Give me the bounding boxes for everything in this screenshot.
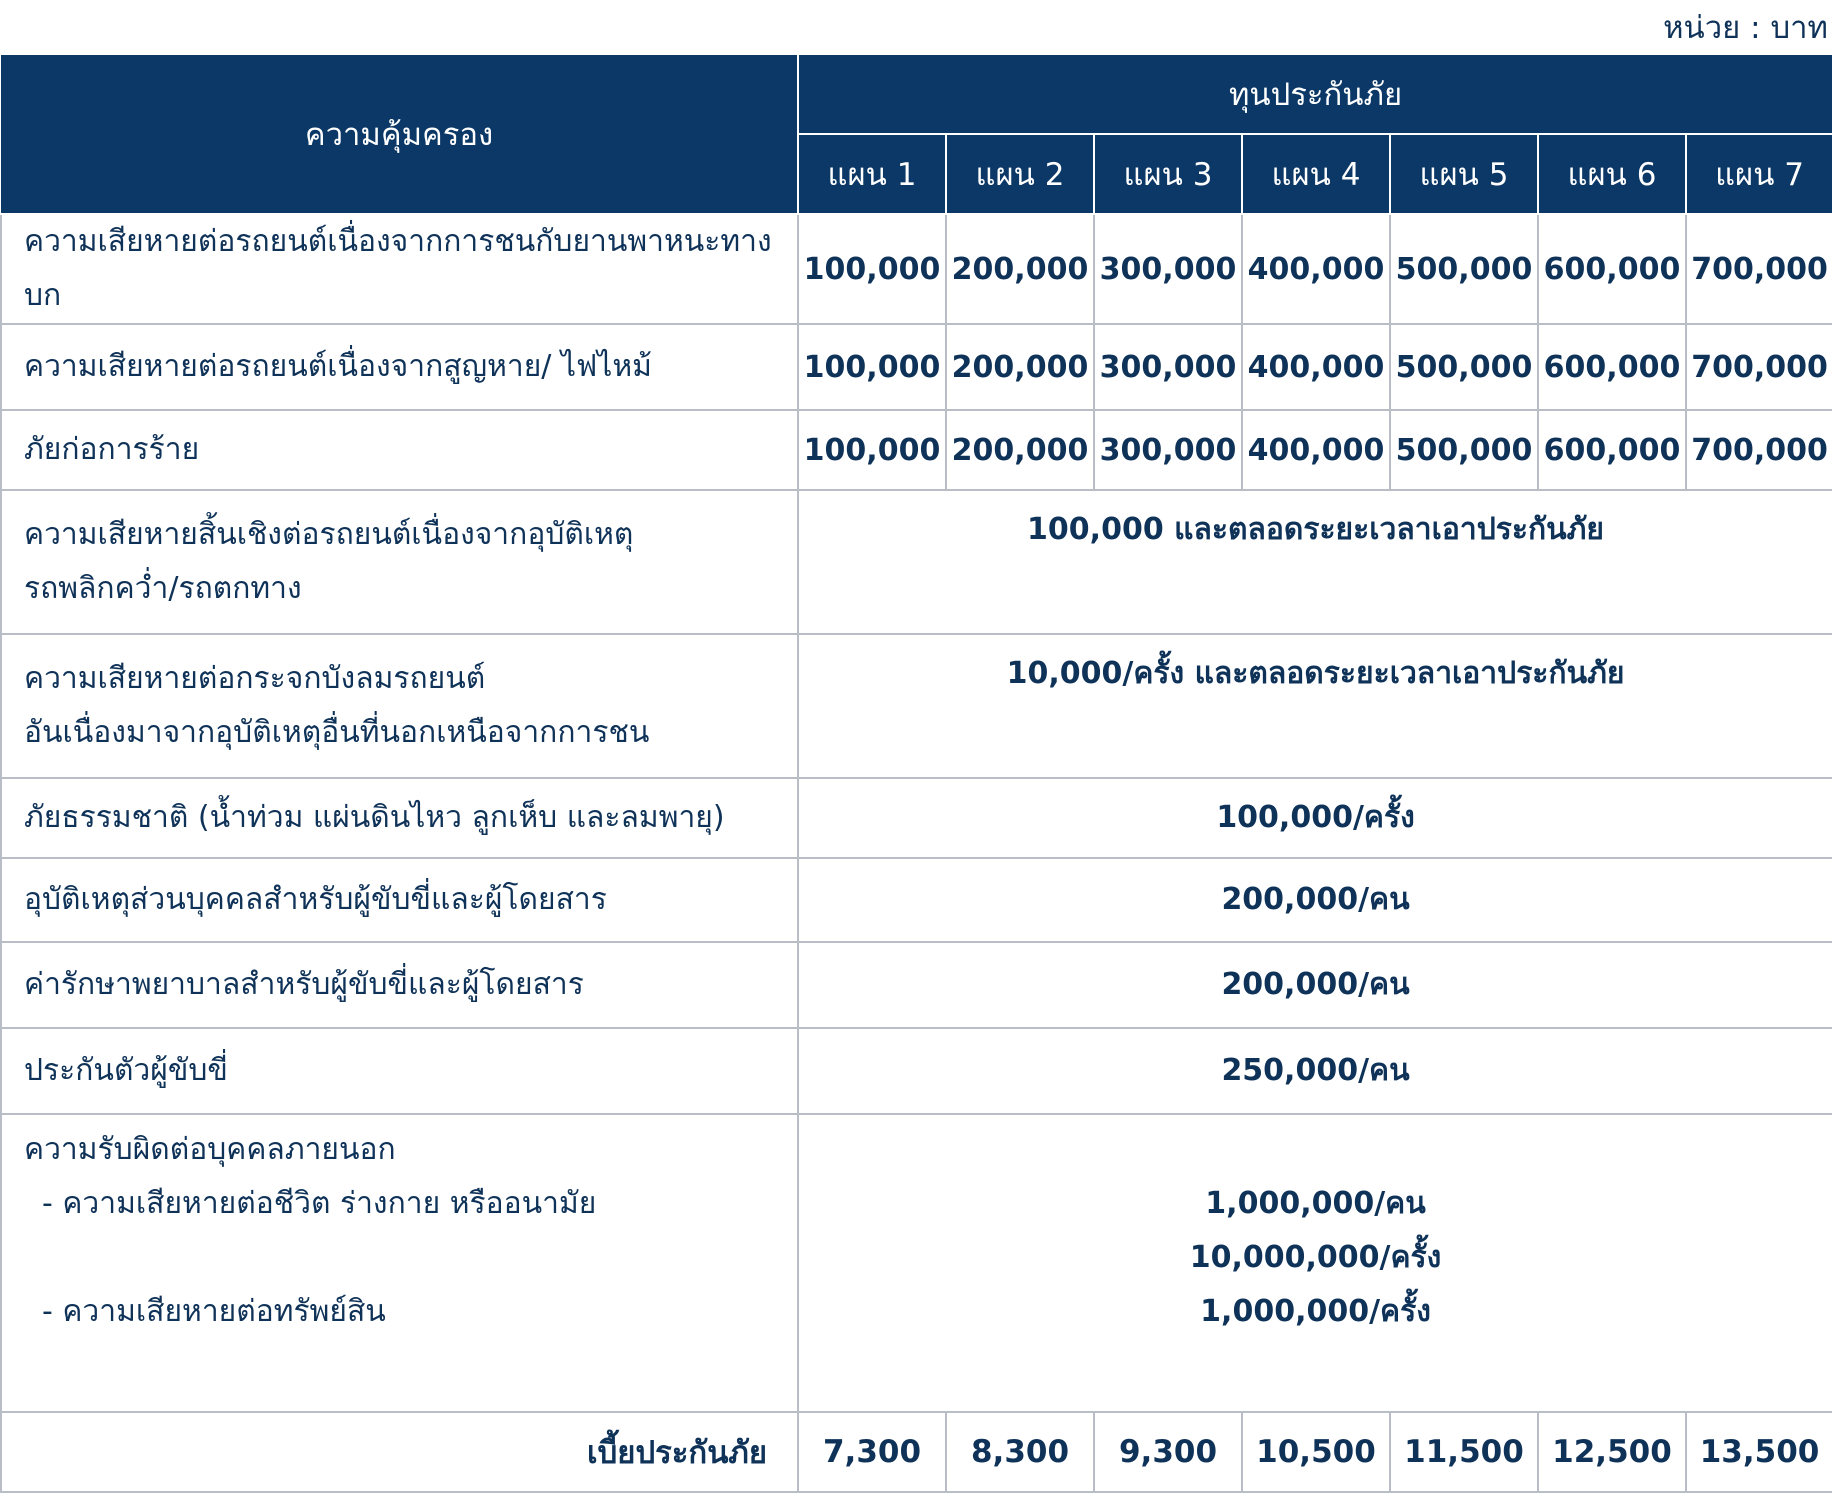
liability-values <box>798 1114 1832 1412</box>
premium-value: 7,300 <box>798 1412 946 1492</box>
coverage-label <box>1 634 798 778</box>
plan-value: 600,000 <box>1538 214 1686 324</box>
table-row <box>1 490 1832 634</box>
coverage-label <box>1 490 798 634</box>
shared-value: 100,000/ครั้ง <box>798 778 1832 858</box>
plan-value: 200,000 <box>946 410 1094 490</box>
shared-value: 10,000/ครั้ง และตลอดระยะเวลาเอาประกันภัย <box>798 634 1832 778</box>
plan-value: 300,000 <box>1094 324 1242 410</box>
plan-header: แผน 4 <box>1242 134 1390 214</box>
plan-header: แผน 1 <box>798 134 946 214</box>
coverage-label: ภัยก่อการร้าย <box>1 410 798 490</box>
premium-value: 12,500 <box>1538 1412 1686 1492</box>
liability-item: - ความเสียหายต่อชีวิต ร่างกาย หรืออนามัย <box>42 1186 597 1221</box>
liability-value: 10,000,000/ครั้ง <box>1189 1240 1442 1275</box>
plan-header: แผน 6 <box>1538 134 1686 214</box>
premium-value: 9,300 <box>1094 1412 1242 1492</box>
coverage-label: ค่ารักษาพยาบาลสำหรับผู้ขับขี่และผู้โดยสาร <box>1 942 798 1028</box>
plan-value: 300,000 <box>1094 410 1242 490</box>
table-row <box>1 1028 1832 1114</box>
premium-label: เบี้ยประกันภัย <box>1 1412 798 1492</box>
coverage-label-line: อันเนื่องมาจากอุบัติเหตุอื่นที่นอกเหนือจากการชน <box>24 715 650 750</box>
plan-value: 100,000 <box>798 410 946 490</box>
coverage-header: ความคุ้มครอง <box>1 54 798 214</box>
coverage-table <box>0 53 1832 1493</box>
plan-value: 700,000 <box>1686 214 1832 324</box>
liability-value: 1,000,000/คน <box>1205 1186 1426 1221</box>
plan-value: 200,000 <box>946 214 1094 324</box>
shared-value: 200,000/คน <box>798 858 1832 942</box>
coverage-label-line: รถพลิกคว่ำ/รถตกทาง <box>24 571 302 606</box>
liability-label <box>1 1114 798 1412</box>
plan-value: 400,000 <box>1242 324 1390 410</box>
plan-header: แผน 7 <box>1686 134 1832 214</box>
shared-value: 200,000/คน <box>798 942 1832 1028</box>
sum-insured-header: ทุนประกันภัย <box>798 54 1832 134</box>
plan-value: 600,000 <box>1538 410 1686 490</box>
coverage-label: อุบัติเหตุส่วนบุคคลสำหรับผู้ขับขี่และผู้โดยสาร <box>1 858 798 942</box>
premium-value: 8,300 <box>946 1412 1094 1492</box>
shared-value: 250,000/คน <box>798 1028 1832 1114</box>
coverage-label: ความเสียหายต่อรถยนต์เนื่องจากการชนกับยานพาหนะทางบก <box>1 214 798 324</box>
table-row <box>1 410 1832 490</box>
plan-value: 700,000 <box>1686 324 1832 410</box>
table-row <box>1 324 1832 410</box>
plan-value: 300,000 <box>1094 214 1242 324</box>
coverage-label: ความเสียหายต่อรถยนต์เนื่องจากสูญหาย/ ไฟไหม้ <box>1 324 798 410</box>
plan-value: 500,000 <box>1390 214 1538 324</box>
table-row <box>1 858 1832 942</box>
plan-value: 600,000 <box>1538 324 1686 410</box>
coverage-label: ประกันตัวผู้ขับขี่ <box>1 1028 798 1114</box>
coverage-label-line: ความเสียหายต่อกระจกบังลมรถยนต์ <box>24 661 486 696</box>
liability-item: - ความเสียหายต่อทรัพย์สิน <box>42 1294 386 1329</box>
premium-row <box>1 1412 1832 1492</box>
coverage-label: ภัยธรรมชาติ (น้ำท่วม แผ่นดินไหว ลูกเห็บ และลมพายุ) <box>1 778 798 858</box>
plan-header: แผน 2 <box>946 134 1094 214</box>
plan-value: 500,000 <box>1390 324 1538 410</box>
table-row <box>1 1114 1832 1412</box>
coverage-label-line: ความเสียหายสิ้นเชิงต่อรถยนต์เนื่องจากอุบัติเหตุ <box>24 517 634 552</box>
plan-header: แผน 3 <box>1094 134 1242 214</box>
premium-value: 13,500 <box>1686 1412 1832 1492</box>
liability-title: ความรับผิดต่อบุคคลภายนอก <box>24 1132 396 1167</box>
plan-value: 400,000 <box>1242 214 1390 324</box>
plan-value: 700,000 <box>1686 410 1832 490</box>
plan-value: 400,000 <box>1242 410 1390 490</box>
unit-label: หน่วย : บาท <box>1663 10 1828 46</box>
plan-header: แผน 5 <box>1390 134 1538 214</box>
plan-value: 200,000 <box>946 324 1094 410</box>
plan-value: 100,000 <box>798 324 946 410</box>
shared-value: 100,000 และตลอดระยะเวลาเอาประกันภัย <box>798 490 1832 634</box>
table-row <box>1 778 1832 858</box>
plan-value: 100,000 <box>798 214 946 324</box>
table-row <box>1 214 1832 324</box>
plan-value: 500,000 <box>1390 410 1538 490</box>
spacer <box>24 1231 797 1285</box>
premium-value: 11,500 <box>1390 1412 1538 1492</box>
table-row <box>1 634 1832 778</box>
table-row <box>1 942 1832 1028</box>
premium-value: 10,500 <box>1242 1412 1390 1492</box>
liability-value: 1,000,000/ครั้ง <box>1200 1294 1431 1329</box>
